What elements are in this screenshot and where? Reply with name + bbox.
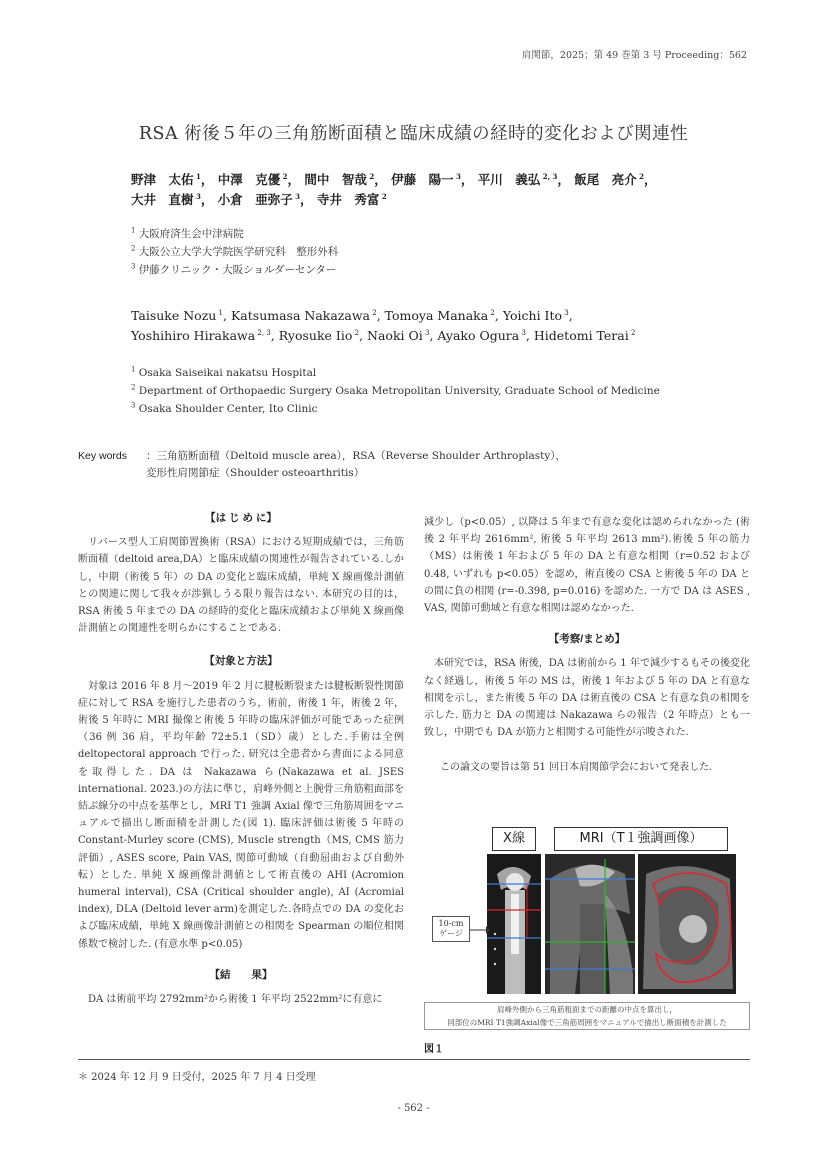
methods-body: 対象は 2016 年 8 月～2019 年 2 月に腱板断裂または腱板断裂性関節症に対して RSA を施行した患者のうち，術前，術後 1 年，術後 2 年，術後 5 年時に MRI 撮像と術後 5 年時の臨床評価が可能であった症例（36 例 36 肩，平均年齢 72±5.1（SD）歳）とした.手術は全例 deltopectoral approach で行った. 研究は全患者から書面による同意を取得した. DA は Nakazawa ら(Nakazawa et al. JSES international. 2023.)の方法に準じ，肩峰外側と上腕骨三角筋粗面部を結ぶ線分の中点を基準とし，MRI T1 強調 Axial 像で三角筋周囲をマニュアルで描出し断面積を計測した(図 1). 臨床評価は術後 5 年時の Constant-Murley score (CMS), Muscle strength（MS, CMS 筋力評価）, ASES score, Pain VAS, 関節可動域（自動屈曲および自動外転）とした. 単純 X 線画像計測値として術直後の AHI (Acromion humeral interval), CSA (Critical shoulder angle), AI (Acromial index), DLA (Deltoid lever arm)を測定した.各時点での DA の変化および臨床成績，単純 X 線画像計測値との相関を Spearman の順位相関係数で検討した. (有意水準 p<0.05) <box>78 680 404 950</box>
author-name: 伊藤 陽一 <box>391 172 454 187</box>
author-affiliation-mark: 1 <box>193 171 201 181</box>
affiliation-item <box>131 364 660 382</box>
author-name: Ryosuke Iio <box>278 328 353 343</box>
gauge-label-line-2: ゲージ <box>439 929 463 938</box>
author-affiliation-mark: 3 <box>519 328 526 337</box>
author-separator: , <box>525 328 534 343</box>
author-name: Ayako Ogura <box>437 328 520 343</box>
author-separator: , <box>568 308 573 323</box>
author <box>437 328 533 343</box>
gauge-label <box>432 916 470 942</box>
affiliation-number: 2 <box>131 383 136 392</box>
author-name: 野津 太佑 <box>131 172 194 187</box>
author <box>218 192 317 207</box>
affiliations-ja <box>131 225 338 279</box>
author-affiliation-mark: 2 <box>280 171 288 181</box>
author <box>279 328 367 343</box>
author-separator: , <box>223 308 231 323</box>
author-separator: ， <box>287 172 305 187</box>
author-separator: ， <box>200 192 218 207</box>
author <box>304 172 391 187</box>
keywords-line-2: 変形性肩関節症（Shoulder osteoarthritis） <box>146 467 365 479</box>
presentation-note: この論文の要旨は第 51 回日本肩関節学会において発表した. <box>440 762 713 774</box>
author <box>391 172 478 187</box>
page-number: - 562 - <box>397 1103 430 1114</box>
author <box>317 192 387 207</box>
author-name: 寺井 秀富 <box>316 192 380 207</box>
right-column <box>424 514 750 777</box>
paper-title: RSA 術後５年の三角筋断面積と臨床成績の経時的変化および関連性 <box>138 124 689 144</box>
affiliation-text: 伊藤クリニック・大阪ショルダーセンター <box>135 264 337 276</box>
author <box>367 328 437 343</box>
author-separator: ， <box>374 172 392 187</box>
author-affiliation-mark: 1 <box>216 308 224 317</box>
author <box>503 308 573 323</box>
author-name: Tomoya Manaka <box>384 308 489 323</box>
author-affiliation-mark: 2 <box>352 328 360 337</box>
author <box>231 308 385 323</box>
affiliation-number: 1 <box>131 365 136 374</box>
affiliation-text: Osaka Shoulder Center, Ito Clinic <box>135 403 318 415</box>
running-header: 肩関節，2025；第 49 巻第 3 号 Proceeding：562 <box>521 50 747 61</box>
author-affiliation-mark: 2, 3 <box>540 171 558 181</box>
discussion-body: 本研究では，RSA 術後，DA は術前から 1 年で減少するもその後変化なく経過し，術後 5 年の MS は，術後 1 年および 5 年の DA と有意な相関を示し，また術後 5 年の DA は術直後の CSA と有意な負の相関を示した. 筋力と DA の関連は Nakazawa らの報告（2 年時点）とも一致し，中期でも DA が筋力と相関する可能性が示唆された. <box>424 658 750 739</box>
xray-image <box>487 854 541 994</box>
author <box>131 192 218 207</box>
authors-ja <box>131 170 731 210</box>
author <box>131 308 231 323</box>
author-affiliation-mark: 3 <box>562 308 569 317</box>
affiliation-number: 1 <box>131 226 136 235</box>
author-separator: , <box>494 308 503 323</box>
keywords-label: Key words <box>78 450 128 462</box>
intro-heading: 【は じ め に】 <box>205 512 277 524</box>
author-separator: , <box>359 328 368 343</box>
gauge-arrow <box>468 924 490 936</box>
author-affiliation-mark: 2 <box>636 171 645 181</box>
keywords-text <box>146 448 746 482</box>
affiliation-text: Department of Orthopaedic Surgery Osaka Metropolitan University, Graduate School of Medicine <box>135 385 660 397</box>
affiliation-number: 3 <box>131 401 136 410</box>
affiliation-item <box>131 243 338 261</box>
author-name: 大井 直樹 <box>131 192 194 207</box>
left-column <box>78 510 404 1008</box>
author <box>131 172 218 187</box>
author-name: 中澤 克優 <box>217 172 281 187</box>
author <box>534 328 636 343</box>
affiliation-number: 2 <box>131 244 136 253</box>
affiliation-number: 3 <box>131 262 136 271</box>
author-separator: ， <box>460 172 478 187</box>
author <box>131 328 279 343</box>
author <box>385 308 503 323</box>
results-body-left: DA は術前平均 2792mm²から術後 1 年平均 2522mm²に有意に <box>88 994 383 1006</box>
author-name: 飯尾 亮介 <box>574 172 637 187</box>
results-body-right: 減少し（p<0.05）, 以降は 5 年まで有意な変化は認められなかった (術後 2 年平均 2616mm², 術後 5 年平均 2613 mm²).術後 5 年の筋力（MS）は術後 1 年および 5 年の DA と有意な相関（r=0.52 および 0.48, いずれも p<0.05）を認め，術直後の CSA と術後 5 年の DA との間に負の相関 (r=-0.398, p=0.016) を認めた. 一方で DA は ASES , VAS, 関節可動域と有意な相関は認めなかった. <box>424 517 750 615</box>
author-affiliation-mark: 2 <box>366 171 375 181</box>
author <box>574 172 656 187</box>
figure-number: 図１ <box>424 1044 444 1055</box>
gauge-label-line-1: 10-cm <box>438 919 464 928</box>
author-separator: ， <box>557 172 575 187</box>
figure-1 <box>424 824 750 1054</box>
author-name: Taisuke Nozu <box>131 308 217 323</box>
author-affiliation-mark: 2 <box>488 308 495 317</box>
author-affiliation-mark: 2 <box>628 328 636 337</box>
author-separator: ， <box>300 192 317 207</box>
author-separator: ， <box>200 172 218 187</box>
mri-label: MRI（T１強調画像） <box>554 827 728 851</box>
authors-en <box>131 306 751 346</box>
footnote-divider <box>78 1059 750 1060</box>
author-affiliation-mark: 3 <box>422 328 430 337</box>
author-name: 小倉 亜弥子 <box>217 192 293 207</box>
author-name: Hidetomi Terai <box>533 328 629 343</box>
affiliation-item <box>131 261 338 279</box>
author-name: Katsumasa Nakazawa <box>230 308 371 323</box>
affiliation-text: Osaka Saiseikai nakatsu Hospital <box>135 367 317 379</box>
figure-caption <box>424 1002 750 1030</box>
affiliation-item <box>131 382 660 400</box>
mri-axial-image <box>638 854 736 994</box>
author <box>478 172 574 187</box>
author-affiliation-mark: 2 <box>379 191 387 201</box>
author-affiliation-mark: 3 <box>453 171 461 181</box>
affiliations-en <box>131 364 660 418</box>
author-name: 間中 智哉 <box>304 172 367 187</box>
author-separator: , <box>429 328 438 343</box>
affiliation-item <box>131 225 338 243</box>
discussion-heading: 【考察/まとめ】 <box>548 633 626 646</box>
figure-caption-line-2: 同部位のMRI T1強調Axial像で三角筋周囲をマニュアルで描出し断面積を計測した <box>447 1018 727 1027</box>
author <box>218 172 305 187</box>
affiliation-item <box>131 400 660 418</box>
xray-label: X線 <box>492 827 536 851</box>
results-heading: 【結 果】 <box>209 968 273 981</box>
figure-caption-line-1: 肩峰外側から三角筋粗面までの距離の中点を算出し， <box>497 1005 677 1014</box>
footnote: ＊ 2024 年 12 月 9 日受付，2025 年 7 月 4 日受理 <box>78 1072 316 1083</box>
intro-body: リバース型人工肩関節置換術（RSA）における短期成績では，三角筋断面積（deltoid area,DA）と臨床成績の関連性が報告されている.しかし，中期（術後 5 年）の DA の変化と臨床成績，単純 X 線画像計測値との関連に関して我々が渉猟しうる限り報告はない. 本研究の目的は，RSA 術後 5 年までの DA の経時的変化と臨床成績および単純 X 線画像計測値との関連性を明らかにすることである. <box>78 537 404 635</box>
methods-heading: 【対象と方法】 <box>204 655 278 668</box>
author-separator: , <box>270 328 279 343</box>
author-affiliation-mark: 2, 3 <box>255 328 271 337</box>
mri-coronal-image <box>545 854 635 994</box>
affiliation-text: 大阪府済生会中津病院 <box>135 228 244 240</box>
author-name: Naoki Oi <box>367 328 423 343</box>
author-name: Yoichi Ito <box>502 308 563 323</box>
author-affiliation-mark: 3 <box>193 191 201 201</box>
affiliation-text: 大阪公立大学大学院医学研究科 整形外科 <box>135 246 339 258</box>
author-affiliation-mark: 3 <box>292 191 301 201</box>
author-name: Yoshihiro Hirakawa <box>131 328 256 343</box>
author-separator: , <box>376 308 385 323</box>
author-separator: ， <box>644 172 657 187</box>
keywords-line-1: ：三角筋断面積（Deltoid muscle area），RSA（Reverse Shoulder Arthroplasty）， <box>146 450 566 462</box>
author-affiliation-mark: 2 <box>370 308 377 317</box>
author-name: 平川 義弘 <box>477 172 541 187</box>
